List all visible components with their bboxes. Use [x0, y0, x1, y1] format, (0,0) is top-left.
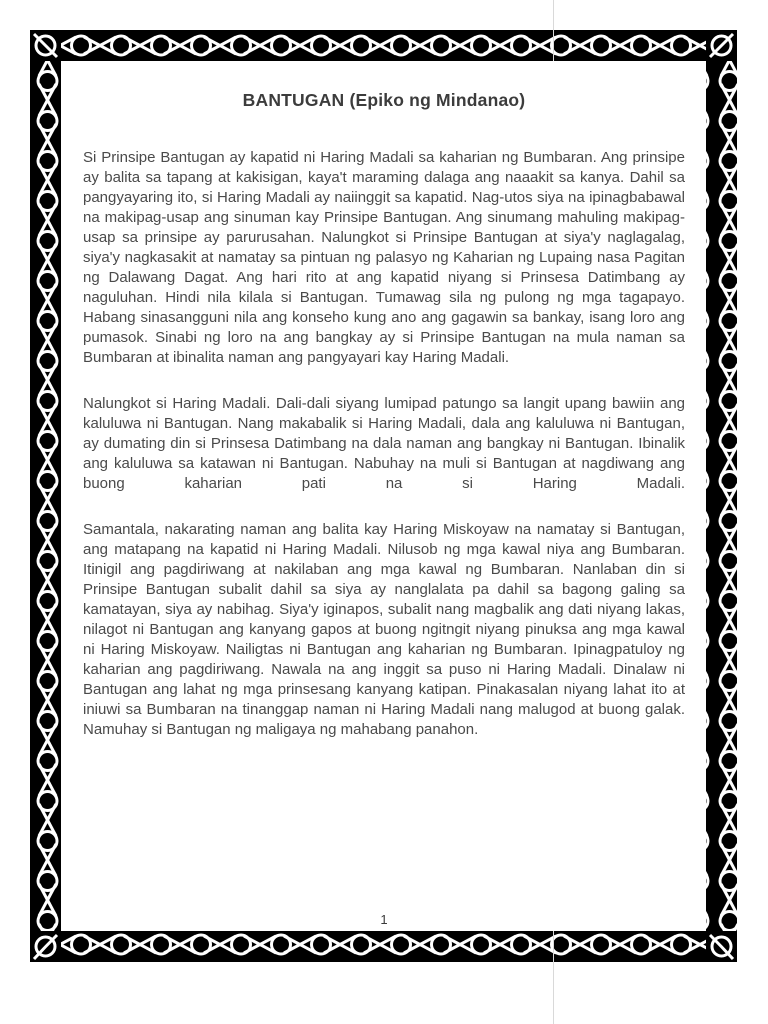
- document-content: [83, 61, 685, 766]
- border-left-band: [30, 30, 61, 962]
- border-top-band: [30, 30, 737, 61]
- page-title: BANTUGAN (Epiko ng Mindanao): [242, 90, 526, 110]
- paragraph-2: Nalungkot si Haring Madali. Dali-dali siyang lumipad patungo sa langit upang bawiin ang kaluluwa ni Bantugan. Nang makabalik si Haring Madali, dala ang kaluluwa ni Bantugan, ay dumating din si Prinsesa Datimbang na dala naman ang bangkay ni Bantugan. Ibinalik ang kaluluwa sa katawan ni Bantugan. Nabuhay na muli si Bantugan at nagdiwang ang buong kaharian pati na si Haring Madali.: [83, 395, 685, 492]
- paragraph-3: Samantala, nakarating naman ang balita kay Haring Miskoyaw na namatay si Bantugan, ang matapang na kapatid ni Haring Madali. Nilusob ng mga kawal niya ang Bumbaran. Itinigil ang pagdiriwang at nakilaban ang mga kawal ng Bumbaran. Nanlaban din si Prinsipe Bantugan subalit dahil sa siya ay nanglalata pa dahil sa bagong galing sa kamatayan, siya ay nabihag. Siya'y iginapos, subalit nang magbalik ang dati niyang lakas, nilagot ni Bantugan ang kanyang gapos at buong ngitngit niyang pinuksa ang mga kawal ni Haring Miskoyaw. Nailigtas ni Bantugan ang kaharian ng Bumbaran. Ipinagpatuloy ng kaharian ang pagdiriwang. Nawala na ang inggit sa puso ni Haring Madali. Dinalaw ni Bantugan ang lahat ng mga prinsesang kanyang katipan. Pinakasalan niyang lahat ito at iniuwi sa Bumbaran na tinanggap naman ni Haring Madali nang malugod at buong galak. Namuhay si Bantugan ng maligaya ng mahabang panahon.: [83, 521, 685, 738]
- scan-seam-line-bottom: [553, 931, 554, 1024]
- paragraph-1: Si Prinsipe Bantugan ay kapatid ni Haring Madali sa kaharian ng Bumbaran. Ang prinsipe ay balita sa tapang at kakisigan, kaya't maraming dalaga ang naaakit sa kanya. Dahil sa pangyayaring ito, si Haring Madali ay naiinggit sa kapatid. Nag-utos siya na ipinagbabawal na makipag-usap ang sinuman kay Prinsipe Bantugan. Ang sinumang mahuling makipag-usap sa prinsipe ay parurusahan. Nalungkot si Prinsipe Bantugan at siya'y naglagalag, siya'y nagkasakit at namatay sa pintuan ng palasyo ng Kaharian ng Lupaing nasa Pagitan ng Dalawang Dagat. Ang hari rito at ang kapatid niyang si Prinsesa Datimbang ay naguluhan. Hindi nila kilala si Bantugan. Tumawag sila ng pulong ng mga tagapayo. Habang sinasangguni nila ang konseho kung ano ang gagawin sa bankay, isang loro ang pumasok. Sinabi ng loro na ang bangkay ay si Prinsipe Bantugan na mula naman sa Bumbaran at ibinalita naman ang pangyayari kay Haring Madali.: [83, 149, 685, 366]
- page-number: 1: [380, 912, 388, 927]
- border-right-band: [706, 30, 737, 962]
- border-bottom-band: [30, 931, 737, 962]
- scan-seam-line-top: [553, 0, 554, 61]
